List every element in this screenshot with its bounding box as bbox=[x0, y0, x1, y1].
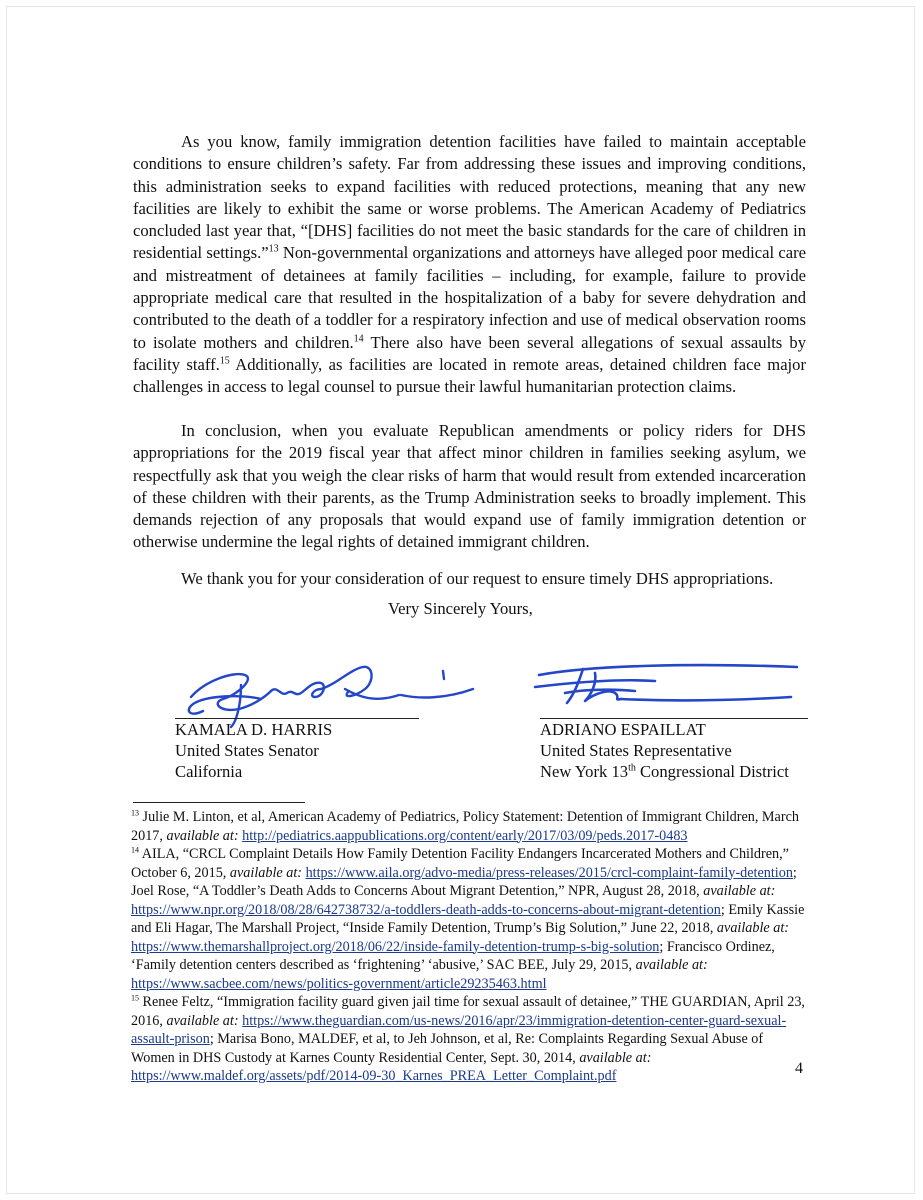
thanks-line: We thank you for your consideration of our request to ensure timely DHS appropriations. bbox=[181, 569, 774, 588]
footnote-13: $^{13}$ Julie M. Linton, et al, American Academy of Pediatrics, Policy Statement: Detention of Immigrant Children, March 2017, available at: http://pediatrics.aappublications.org/content/early/2017/03/09/peds.2017-0483 bbox=[131, 808, 799, 844]
paragraph-text: There also have been several allegations of sexual assaults by facility staff. bbox=[133, 332, 806, 374]
paragraph-text: Additionally, as facilities are located in remote areas, detained children face major challenges in access to legal counsel to pursue their lawful humanitarian protection claims. bbox=[133, 354, 806, 397]
signature-block-espaillat bbox=[540, 719, 789, 782]
footnote-link[interactable]: https://www.npr.org/2018/08/28/642738732/a-toddlers-death-adds-to-concerns-about-migrant-detention bbox=[131, 901, 721, 918]
signature-block-harris bbox=[175, 719, 332, 782]
footnote-link[interactable]: https://www.sacbee.com/news/politics-government/article29235463.html bbox=[131, 975, 547, 992]
footnote-link[interactable]: https://www.theguardian.com/us-news/2016/apr/23/immigration-detention-center-guard-sexual-assault-prison bbox=[131, 1012, 787, 1047]
signer-district: New York 13th Congressional District bbox=[540, 762, 789, 781]
signer-name: ADRIANO ESPAILLAT bbox=[540, 720, 706, 739]
signer-name: KAMALA D. HARRIS bbox=[175, 720, 333, 739]
closing-salutation: Very Sincerely Yours, bbox=[388, 599, 533, 618]
paragraph-text: As you know, family immigration detention facilities have failed to maintain acceptable conditions to ensure children’s safety. Far from addressing these issues and improving conditions, this administration seeks to expand facilities with reduced protections, meaning that any new facilities are likely to exhibit the same or worse problems. The American Academy of Pediatrics concluded last year that, “[DHS] facilities do not meet the basic standards for the care of children in residential settings.” bbox=[133, 132, 806, 263]
footnote-15: $^{15}$ Renee Feltz, “Immigration facility guard given jail time for sexual assault of detainee,” THE GUARDIAN, April 23, 2016, available at: https://www.theguardian.com/us-news/2016/apr/23/immigration-detention-center-guard-sexual-assault-prison; Marisa Bono, MALDEF, et al, to Jeh Johnson, et al, Re: Complaints Regarding Sexual Abuse of Women in DHS Custody at Karnes County Residential Center, Sept. 30, 2014, available at: https://www.maldef.org/assets/pdf/2014-09-30_Karnes_PREA_Letter_Complaint.pdf bbox=[131, 993, 805, 1084]
paragraph-conclusion: In conclusion, when you evaluate Republican amendments or policy riders for DHS appropriations for the 2019 fiscal year that affect minor children in families seeking asylum, we respectfully ask that you weigh the clear risks of harm that would result from extended incarceration of these children with their parents, as the Trump Administration seeks to broadly implement. This demands rejection of any proposals that would expand use of family immigration detention or otherwise undermine the legal rights of detained immigrant children. bbox=[133, 421, 806, 552]
footnote-14: $^{14}$ AILA, “CRCL Complaint Details How Family Detention Facility Endangers Incarcerated Mothers and Children,” October 6, 2015, available at: https://www.aila.org/advo-media/press-releases/2015/crcl-complaint-family-detention; Joel Rose, “A Toddler’s Death Adds to Concerns About Migrant Detention,” NPR, August 28, 2018, available at: https://www.npr.org/2018/08/28/642738732/a-toddlers-death-adds-to-concerns-about-migrant-detention; Emily Kassie and Eli Hagar, The Marshall Project, “Inside Family Detention, Trump’s Big Solution,” June 22, 2018, available at: https://www.themarshallproject.org/2018/06/22/inside-family-detention-trump-s-big-solution; Francisco Ordinez, ‘Family detention centers described as ‘frightening’ ‘abusive,’ SAC BEE, July 29, 2015, available at: https://www.sacbee.com/news/politics-government/article29235463.html bbox=[131, 845, 805, 992]
espaillat-signature bbox=[525, 659, 815, 713]
paragraph-text: Non-governmental organizations and attorneys have alleged poor medical care and mistreatment of detainees at family facilities – including, for example, failure to provide appropriate medical care that resulted in the hospitalization of a baby for severe dehydration and contributed to the death of a toddler for a respiratory infection and use of medical observation rooms to isolate mothers and children. bbox=[133, 243, 807, 352]
footnote-link[interactable]: https://www.maldef.org/assets/pdf/2014-09-30_Karnes_PREA_Letter_Complaint.pdf bbox=[131, 1068, 617, 1084]
footnote-ref-15[interactable]: 15 bbox=[219, 355, 230, 367]
footnote-ref-14[interactable]: 14 bbox=[353, 333, 364, 345]
footnote-ref-13[interactable]: 13 bbox=[268, 243, 279, 255]
paragraph-detention-conditions bbox=[133, 131, 806, 399]
signer-title: United States Senator bbox=[175, 741, 319, 760]
letter-page bbox=[6, 6, 915, 1194]
footnote-link[interactable]: http://pediatrics.aappublications.org/content/early/2017/03/09/peds.2017-0483 bbox=[242, 827, 688, 844]
footnote-divider bbox=[133, 802, 305, 803]
page-number: 4 bbox=[795, 1060, 803, 1077]
signer-state: California bbox=[175, 762, 243, 781]
footnote-link[interactable]: https://www.aila.org/advo-media/press-releases/2015/crcl-complaint-family-detention bbox=[305, 864, 793, 881]
footnotes bbox=[131, 808, 807, 1086]
footnote-link[interactable]: https://www.themarshallproject.org/2018/06/22/inside-family-detention-trump-s-big-solution bbox=[131, 938, 660, 955]
signer-title: United States Representative bbox=[540, 741, 732, 760]
